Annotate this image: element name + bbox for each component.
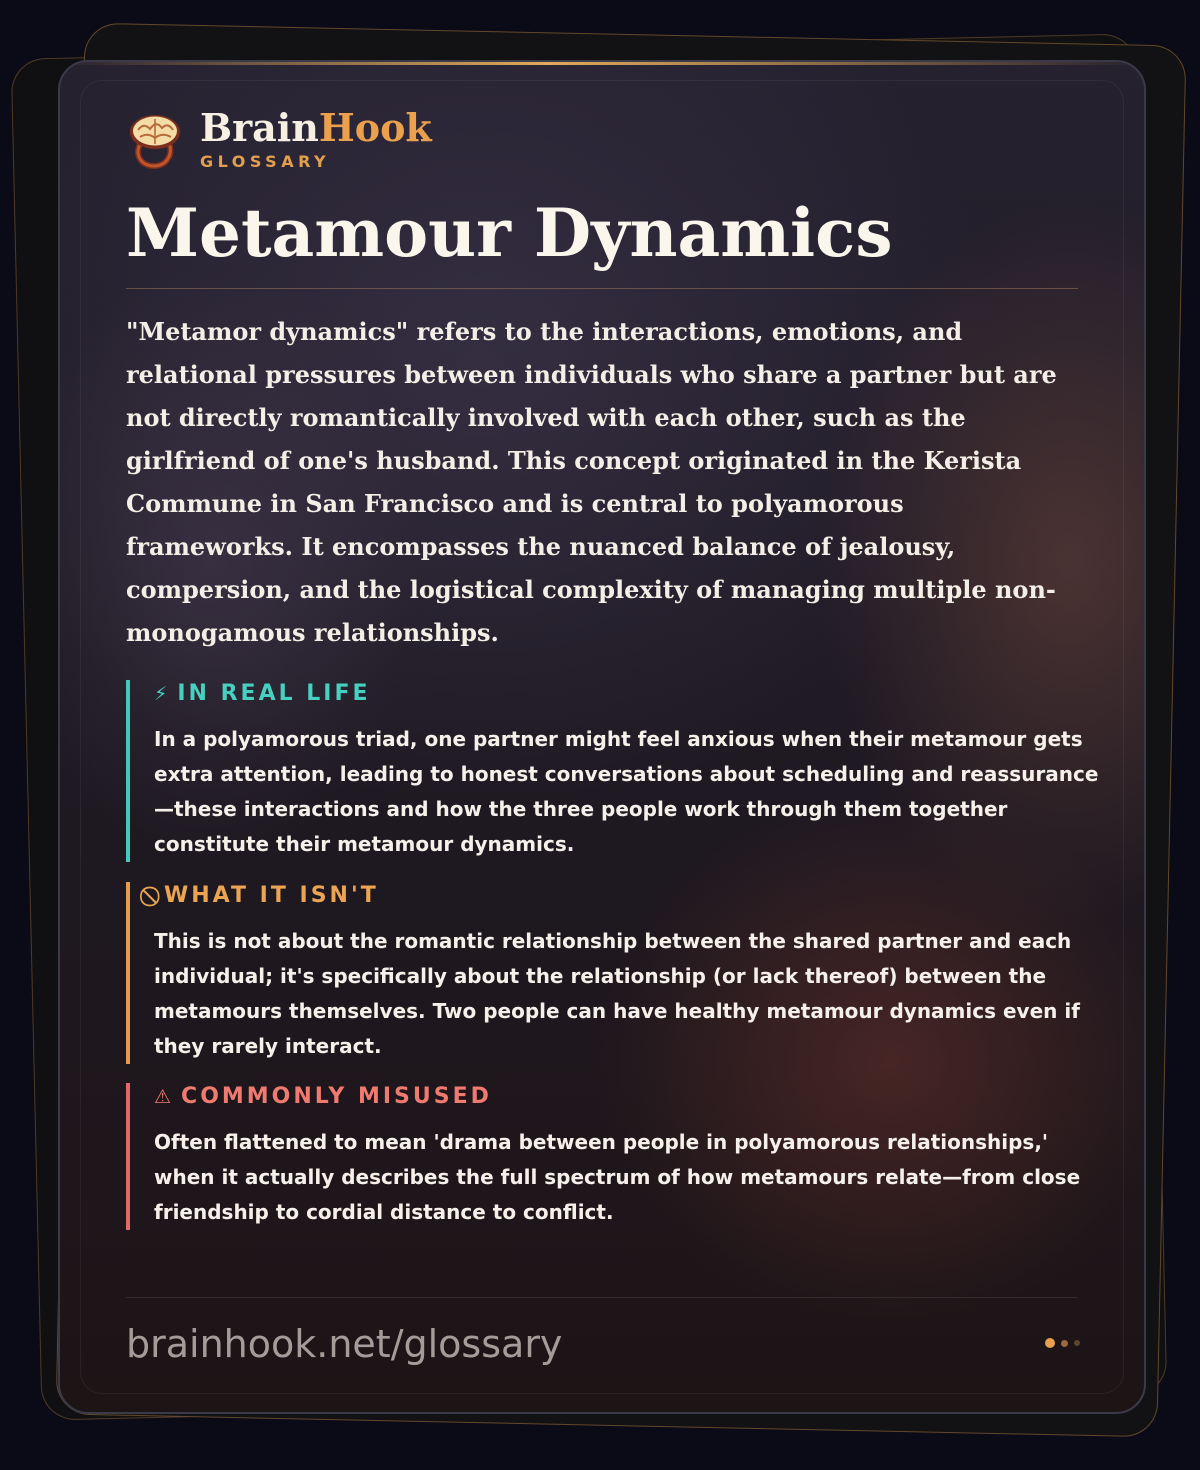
section-heading [154, 882, 1106, 910]
section-heading-label: WHAT IT ISN'T [164, 883, 379, 908]
section-what-it-isnt [126, 882, 1106, 1064]
brand-name [200, 105, 432, 150]
footer-url-link[interactable]: brainhook.net/glossary [126, 1322, 563, 1366]
section-body: In a polyamorous triad, one partner might feel anxious when their metamour gets extra attention, leading to honest conversations about scheduling and reassurance—these interactions and how the three people work through them together constitute their metamour dynamics. [154, 727, 1099, 856]
indicator-dot-active [1045, 1338, 1055, 1348]
title-divider [126, 288, 1078, 289]
warning-icon: ⚠ [154, 1086, 172, 1108]
glossary-card [58, 60, 1146, 1414]
brand-subtitle: GLOSSARY [200, 152, 331, 171]
section-body: This is not about the romantic relationship between the shared partner and each individual; it's specifically about the relationship (or lack thereof) between the metamours themselves. Two people can have healthy metamour dynamics even if they rarely interact. [154, 929, 1080, 1058]
indicator-dot [1074, 1340, 1080, 1346]
page-title: Metamour Dynamics [126, 194, 893, 272]
section-commonly-misused [126, 1083, 1106, 1230]
lightning-icon: ⚡ [154, 683, 168, 705]
brand-name-part1: Brain [200, 105, 319, 150]
section-heading [154, 680, 1106, 708]
footer-divider [126, 1297, 1078, 1298]
brain-hook-logo-icon [126, 110, 184, 170]
section-heading [154, 1083, 1106, 1111]
section-heading-label: IN REAL LIFE [177, 681, 371, 706]
brand-name-part2: Hook [318, 105, 432, 150]
brand-header [126, 105, 432, 171]
section-body: Often flattened to mean 'drama between people in polyamorous relationships,' when it actually describes the full spectrum of how metamours relate—from close friendship to cordial distance to conflict. [154, 1130, 1081, 1224]
definition-text: "Metamor dynamics" refers to the interactions, emotions, and relational pressures between individuals who share a partner but are not directly romantically involved with each other, such as the girlfriend of one's husband. This concept originated in the Kerista Commune in San Francisco and is central to polyamorous frameworks. It encompasses the nuanced balance of jealousy, compersion, and the logistical complexity of managing multiple non-monogamous relationships. [126, 317, 1057, 647]
page-indicator-dots [1039, 1338, 1080, 1348]
section-in-real-life [126, 680, 1106, 862]
indicator-dot [1061, 1340, 1068, 1347]
section-heading-label: COMMONLY MISUSED [181, 1084, 492, 1109]
